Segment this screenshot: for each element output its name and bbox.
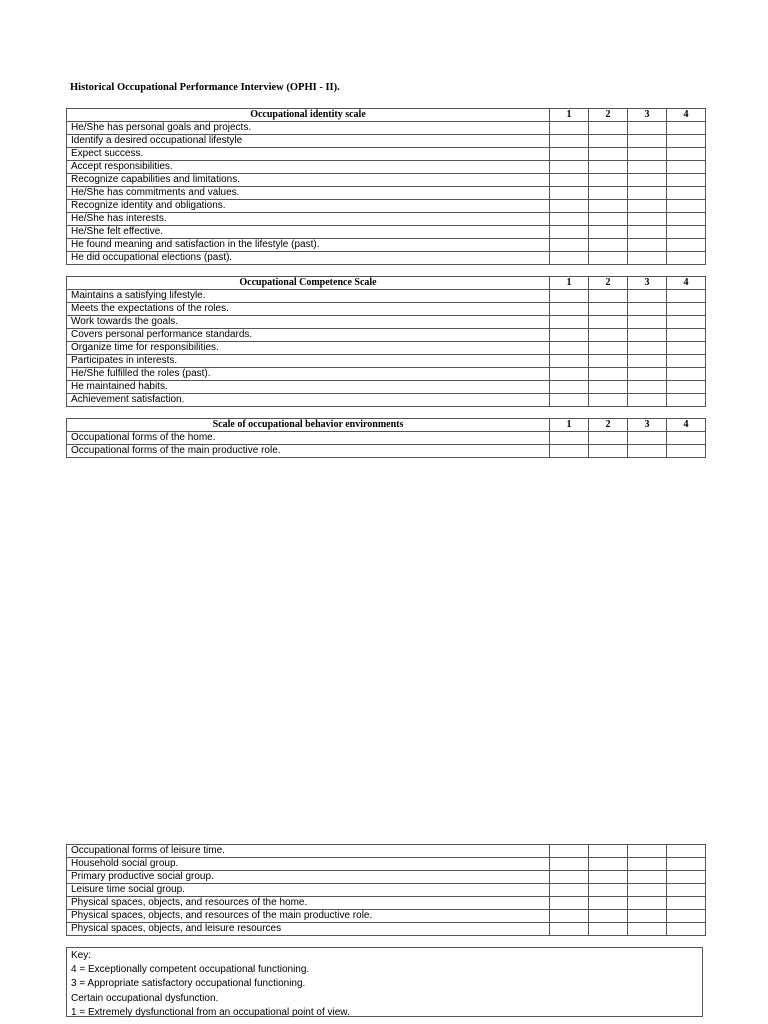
rating-cell[interactable] bbox=[667, 252, 706, 265]
item-label: Achievement satisfaction. bbox=[67, 394, 550, 407]
rating-cell[interactable] bbox=[589, 122, 628, 135]
rating-cell[interactable] bbox=[550, 329, 589, 342]
item-label: Meets the expectations of the roles. bbox=[67, 303, 550, 316]
rating-cell[interactable] bbox=[589, 200, 628, 213]
rating-cell[interactable] bbox=[550, 239, 589, 252]
table-row bbox=[67, 226, 706, 239]
key-line-1: 1 = Extremely dysfunctional from an occupational point of view. bbox=[71, 1006, 350, 1018]
rating-key bbox=[66, 947, 703, 1017]
rating-cell[interactable] bbox=[589, 303, 628, 316]
rating-cell[interactable] bbox=[667, 174, 706, 187]
rating-cell[interactable] bbox=[628, 884, 667, 897]
competence-scale-heading: Occupational Competence Scale bbox=[67, 277, 550, 290]
rating-cell[interactable] bbox=[589, 252, 628, 265]
competence-scale-table bbox=[66, 276, 706, 407]
rating-cell[interactable] bbox=[667, 445, 706, 458]
rating-cell[interactable] bbox=[589, 432, 628, 445]
table-row bbox=[67, 871, 706, 884]
rating-cell[interactable] bbox=[550, 187, 589, 200]
rating-cell[interactable] bbox=[550, 394, 589, 407]
rating-3-header: 3 bbox=[628, 419, 667, 432]
item-label: He/She has interests. bbox=[67, 213, 550, 226]
rating-cell[interactable] bbox=[667, 381, 706, 394]
rating-cell[interactable] bbox=[667, 239, 706, 252]
rating-cell[interactable] bbox=[550, 368, 589, 381]
table-row bbox=[67, 432, 706, 445]
rating-cell[interactable] bbox=[667, 161, 706, 174]
rating-cell[interactable] bbox=[667, 135, 706, 148]
item-label: Physical spaces, objects, and leisure resources bbox=[67, 923, 550, 936]
rating-cell[interactable] bbox=[550, 226, 589, 239]
rating-cell[interactable] bbox=[667, 303, 706, 316]
rating-cell[interactable] bbox=[589, 239, 628, 252]
rating-cell[interactable] bbox=[628, 226, 667, 239]
rating-cell[interactable] bbox=[628, 871, 667, 884]
rating-cell[interactable] bbox=[589, 871, 628, 884]
rating-cell[interactable] bbox=[628, 200, 667, 213]
rating-cell[interactable] bbox=[628, 239, 667, 252]
rating-cell[interactable] bbox=[589, 329, 628, 342]
rating-cell[interactable] bbox=[589, 135, 628, 148]
item-label: Organize time for responsibilities. bbox=[67, 342, 550, 355]
rating-cell[interactable] bbox=[628, 845, 667, 858]
key-heading: Key: bbox=[71, 950, 92, 961]
rating-cell[interactable] bbox=[589, 923, 628, 936]
rating-cell[interactable] bbox=[628, 329, 667, 342]
key-line-2: Certain occupational dysfunction. bbox=[71, 992, 219, 1004]
item-label: Physical spaces, objects, and resources of the home. bbox=[67, 897, 550, 910]
rating-cell[interactable] bbox=[550, 897, 589, 910]
rating-cell[interactable] bbox=[667, 213, 706, 226]
identity-scale-heading: Occupational identity scale bbox=[67, 109, 550, 122]
rating-cell[interactable] bbox=[589, 445, 628, 458]
rating-cell[interactable] bbox=[550, 910, 589, 923]
rating-1-header: 1 bbox=[550, 419, 589, 432]
table-header-row bbox=[67, 109, 706, 122]
rating-3-header: 3 bbox=[628, 109, 667, 122]
table-row bbox=[67, 858, 706, 871]
rating-cell[interactable] bbox=[667, 845, 706, 858]
rating-cell[interactable] bbox=[667, 858, 706, 871]
item-label: He/She has personal goals and projects. bbox=[67, 122, 550, 135]
item-label: Leisure time social group. bbox=[67, 884, 550, 897]
identity-scale-table bbox=[66, 108, 706, 265]
rating-cell[interactable] bbox=[628, 252, 667, 265]
environment-scale-continued-table bbox=[66, 844, 706, 936]
rating-cell[interactable] bbox=[628, 161, 667, 174]
rating-cell[interactable] bbox=[628, 290, 667, 303]
table-row bbox=[67, 200, 706, 213]
rating-cell[interactable] bbox=[589, 174, 628, 187]
table-row bbox=[67, 213, 706, 226]
rating-cell[interactable] bbox=[589, 394, 628, 407]
item-label: Primary productive social group. bbox=[67, 871, 550, 884]
rating-cell[interactable] bbox=[628, 213, 667, 226]
table-row bbox=[67, 342, 706, 355]
item-label: Accept responsibilities. bbox=[67, 161, 550, 174]
rating-cell[interactable] bbox=[628, 368, 667, 381]
table-row bbox=[67, 174, 706, 187]
table-row bbox=[67, 316, 706, 329]
rating-cell[interactable] bbox=[550, 303, 589, 316]
table-row bbox=[67, 381, 706, 394]
rating-cell[interactable] bbox=[628, 316, 667, 329]
item-label: He maintained habits. bbox=[67, 381, 550, 394]
table-row bbox=[67, 122, 706, 135]
table-row bbox=[67, 923, 706, 936]
rating-2-header: 2 bbox=[589, 277, 628, 290]
table-row bbox=[67, 252, 706, 265]
item-label: Covers personal performance standards. bbox=[67, 329, 550, 342]
rating-cell[interactable] bbox=[550, 174, 589, 187]
rating-cell[interactable] bbox=[589, 161, 628, 174]
rating-cell[interactable] bbox=[550, 148, 589, 161]
rating-3-header: 3 bbox=[628, 277, 667, 290]
rating-cell[interactable] bbox=[589, 187, 628, 200]
rating-cell[interactable] bbox=[628, 148, 667, 161]
item-label: Identify a desired occupational lifestyle bbox=[67, 135, 550, 148]
rating-4-header: 4 bbox=[667, 109, 706, 122]
rating-cell[interactable] bbox=[667, 432, 706, 445]
table-header-row bbox=[67, 277, 706, 290]
key-line-4: 4 = Exceptionally competent occupational functioning. bbox=[71, 964, 310, 976]
rating-cell[interactable] bbox=[667, 923, 706, 936]
rating-cell[interactable] bbox=[550, 122, 589, 135]
rating-cell[interactable] bbox=[628, 187, 667, 200]
environment-scale-table bbox=[66, 418, 706, 458]
rating-1-header: 1 bbox=[550, 109, 589, 122]
rating-cell[interactable] bbox=[667, 226, 706, 239]
rating-cell[interactable] bbox=[628, 432, 667, 445]
rating-cell[interactable] bbox=[589, 858, 628, 871]
table-header-row bbox=[67, 419, 706, 432]
rating-cell[interactable] bbox=[589, 845, 628, 858]
rating-1-header: 1 bbox=[550, 277, 589, 290]
item-label: Occupational forms of the main productive role. bbox=[67, 445, 550, 458]
rating-cell[interactable] bbox=[628, 445, 667, 458]
environment-scale-heading: Scale of occupational behavior environments bbox=[67, 419, 550, 432]
item-label: Maintains a satisfying lifestyle. bbox=[67, 290, 550, 303]
rating-cell[interactable] bbox=[589, 381, 628, 394]
rating-2-header: 2 bbox=[589, 109, 628, 122]
rating-cell[interactable] bbox=[589, 368, 628, 381]
item-label: He/She fulfilled the roles (past). bbox=[67, 368, 550, 381]
rating-cell[interactable] bbox=[667, 897, 706, 910]
item-label: Occupational forms of leisure time. bbox=[67, 845, 550, 858]
rating-cell[interactable] bbox=[667, 200, 706, 213]
rating-4-header: 4 bbox=[667, 419, 706, 432]
item-label: Physical spaces, objects, and resources of the main productive role. bbox=[67, 910, 550, 923]
table-row bbox=[67, 394, 706, 407]
item-label: He/She felt effective. bbox=[67, 226, 550, 239]
rating-cell[interactable] bbox=[550, 316, 589, 329]
rating-cell[interactable] bbox=[628, 174, 667, 187]
rating-cell[interactable] bbox=[550, 342, 589, 355]
table-row bbox=[67, 187, 706, 200]
rating-cell[interactable] bbox=[550, 871, 589, 884]
rating-cell[interactable] bbox=[628, 897, 667, 910]
rating-cell[interactable] bbox=[667, 290, 706, 303]
rating-cell[interactable] bbox=[550, 923, 589, 936]
rating-4-header: 4 bbox=[667, 277, 706, 290]
rating-cell[interactable] bbox=[550, 445, 589, 458]
rating-cell[interactable] bbox=[667, 187, 706, 200]
table-row bbox=[67, 329, 706, 342]
rating-cell[interactable] bbox=[628, 923, 667, 936]
rating-cell[interactable] bbox=[589, 290, 628, 303]
item-label: Occupational forms of the home. bbox=[67, 432, 550, 445]
table-row bbox=[67, 845, 706, 858]
table-row bbox=[67, 161, 706, 174]
table-row bbox=[67, 445, 706, 458]
table-row bbox=[67, 303, 706, 316]
item-label: Recognize identity and obligations. bbox=[67, 200, 550, 213]
table-row bbox=[67, 910, 706, 923]
rating-cell[interactable] bbox=[628, 381, 667, 394]
rating-cell[interactable] bbox=[589, 897, 628, 910]
key-line-3: 3 = Appropriate satisfactory occupational functioning. bbox=[71, 978, 306, 990]
table-row bbox=[67, 148, 706, 161]
rating-cell[interactable] bbox=[550, 355, 589, 368]
item-label: Work towards the goals. bbox=[67, 316, 550, 329]
table-row bbox=[67, 135, 706, 148]
rating-cell[interactable] bbox=[550, 161, 589, 174]
table-row bbox=[67, 290, 706, 303]
item-label: Household social group. bbox=[67, 858, 550, 871]
rating-cell[interactable] bbox=[628, 122, 667, 135]
table-row bbox=[67, 239, 706, 252]
item-label: He found meaning and satisfaction in the lifestyle (past). bbox=[67, 239, 550, 252]
rating-cell[interactable] bbox=[589, 355, 628, 368]
rating-cell[interactable] bbox=[667, 329, 706, 342]
item-label: He/She has commitments and values. bbox=[67, 187, 550, 200]
table-row bbox=[67, 884, 706, 897]
rating-cell[interactable] bbox=[589, 148, 628, 161]
rating-cell[interactable] bbox=[667, 148, 706, 161]
rating-cell[interactable] bbox=[628, 910, 667, 923]
rating-cell[interactable] bbox=[550, 845, 589, 858]
document-title: Historical Occupational Performance Interview (OPHI - II). bbox=[70, 82, 340, 93]
table-row bbox=[67, 897, 706, 910]
table-row bbox=[67, 368, 706, 381]
rating-cell[interactable] bbox=[550, 884, 589, 897]
rating-cell[interactable] bbox=[667, 884, 706, 897]
rating-cell[interactable] bbox=[550, 252, 589, 265]
item-label: He did occupational elections (past). bbox=[67, 252, 550, 265]
rating-cell[interactable] bbox=[589, 226, 628, 239]
table-row bbox=[67, 355, 706, 368]
rating-cell[interactable] bbox=[628, 858, 667, 871]
rating-cell[interactable] bbox=[550, 381, 589, 394]
rating-cell[interactable] bbox=[667, 394, 706, 407]
rating-cell[interactable] bbox=[550, 200, 589, 213]
rating-cell[interactable] bbox=[628, 394, 667, 407]
rating-cell[interactable] bbox=[667, 871, 706, 884]
rating-cell[interactable] bbox=[667, 368, 706, 381]
rating-cell[interactable] bbox=[667, 342, 706, 355]
rating-cell[interactable] bbox=[589, 910, 628, 923]
rating-cell[interactable] bbox=[628, 135, 667, 148]
rating-cell[interactable] bbox=[550, 290, 589, 303]
rating-cell[interactable] bbox=[550, 432, 589, 445]
rating-cell[interactable] bbox=[550, 213, 589, 226]
rating-cell[interactable] bbox=[628, 342, 667, 355]
rating-cell[interactable] bbox=[550, 858, 589, 871]
rating-2-header: 2 bbox=[589, 419, 628, 432]
item-label: Recognize capabilities and limitations. bbox=[67, 174, 550, 187]
rating-cell[interactable] bbox=[589, 316, 628, 329]
rating-cell[interactable] bbox=[628, 303, 667, 316]
rating-cell[interactable] bbox=[589, 342, 628, 355]
rating-cell[interactable] bbox=[628, 355, 667, 368]
rating-cell[interactable] bbox=[589, 213, 628, 226]
rating-cell[interactable] bbox=[667, 355, 706, 368]
rating-cell[interactable] bbox=[550, 135, 589, 148]
rating-cell[interactable] bbox=[667, 122, 706, 135]
rating-cell[interactable] bbox=[589, 884, 628, 897]
item-label: Participates in interests. bbox=[67, 355, 550, 368]
item-label: Expect success. bbox=[67, 148, 550, 161]
rating-cell[interactable] bbox=[667, 910, 706, 923]
rating-cell[interactable] bbox=[667, 316, 706, 329]
